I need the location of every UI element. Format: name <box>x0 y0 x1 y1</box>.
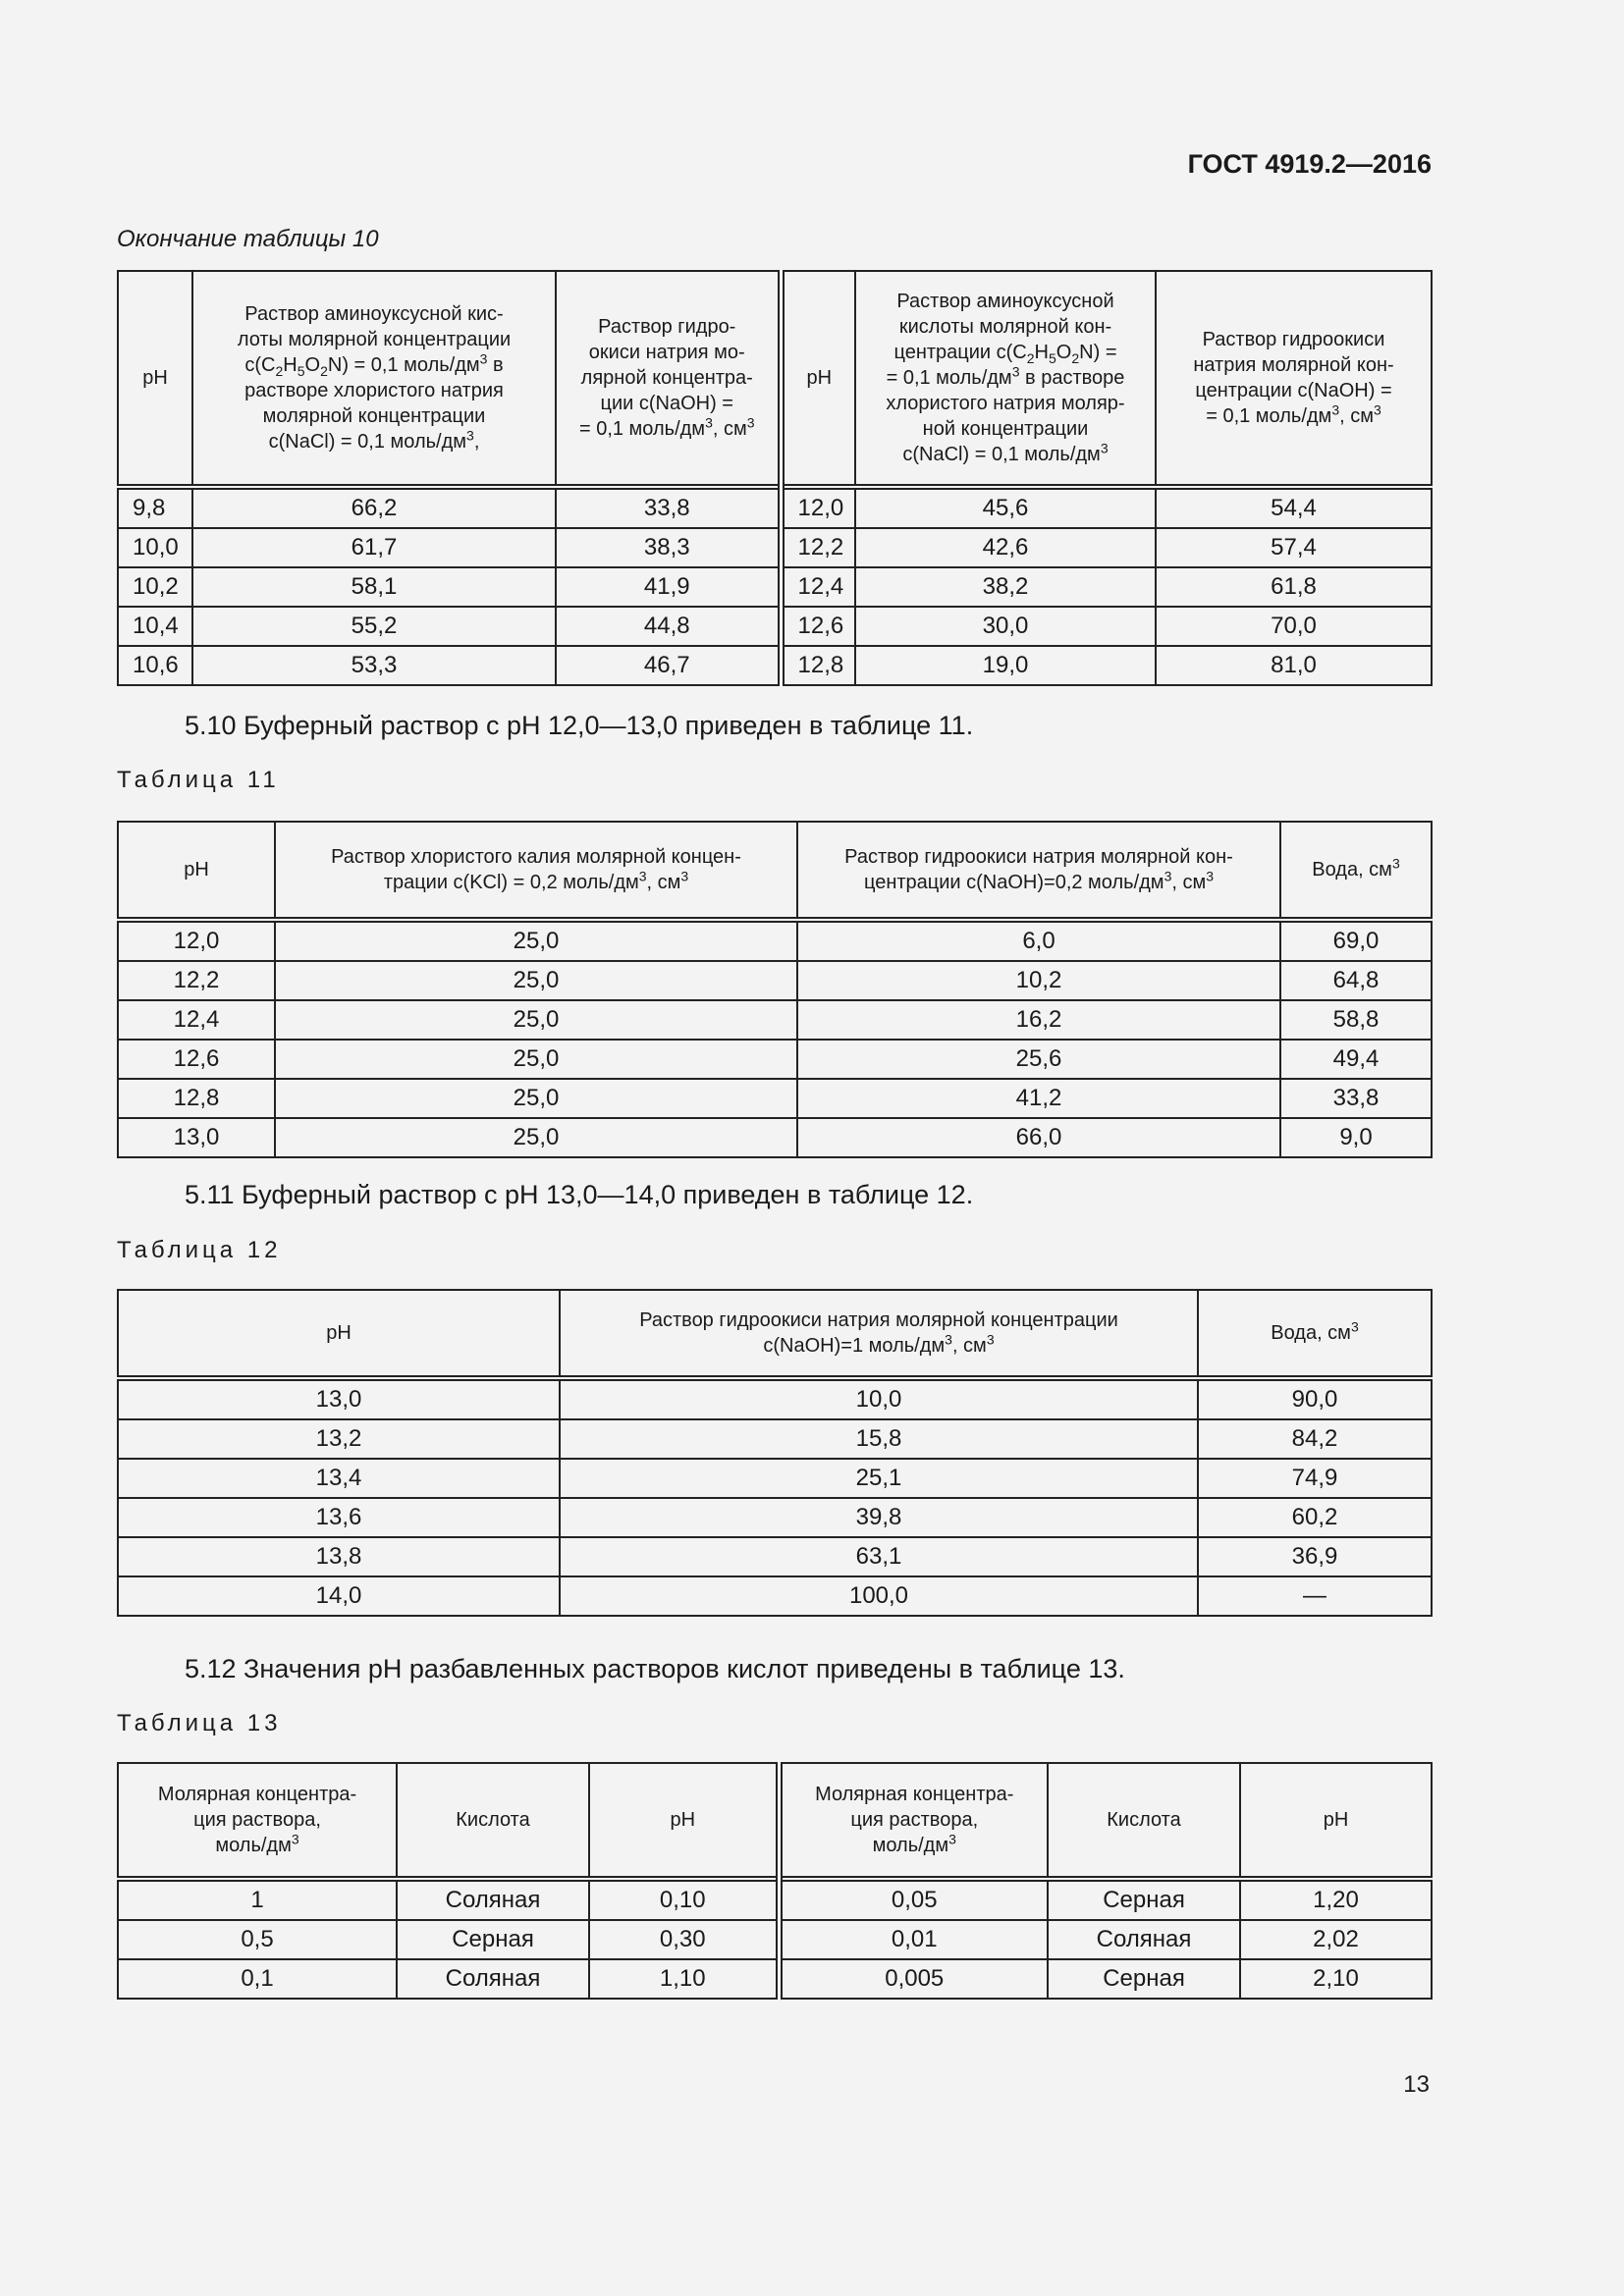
table-row: 13,8 63,1 36,9 <box>118 1537 1432 1576</box>
table-11 <box>117 821 1433 1158</box>
table-row: 1 Соляная 0,10 0,05 Серная 1,20 <box>118 1879 1432 1920</box>
t11-header-water: Вода, $см^3$ <box>1280 822 1432 920</box>
table-row: 12,2 25,0 10,2 64,8 <box>118 961 1432 1000</box>
table-row: 13,4 25,1 74,9 <box>118 1459 1432 1498</box>
table-row: 0,1 Соляная 1,10 0,005 Серная 2,10 <box>118 1959 1432 1999</box>
t12-header-water: Вода, $см^3$ <box>1198 1290 1432 1378</box>
t10-header-ph-2: pH <box>781 271 855 487</box>
table-row: 13,2 15,8 84,2 <box>118 1419 1432 1459</box>
paragraph-5-12: 5.12 Значения pH разбавленных растворов кислот приведены в таблице 13. <box>185 1654 1125 1683</box>
t12-header-naoh: Раствор гидроокиси натрия молярной концентрации с(NaOH)=1 моль/$дм^3$, $см^3$ <box>560 1290 1198 1378</box>
t10-header-ph: pH <box>118 271 192 487</box>
table-row: 12,8 25,0 41,2 33,8 <box>118 1079 1432 1118</box>
t13-header-concentration: Молярная концентра- ция раствора, моль/$дм^3$ <box>118 1763 397 1879</box>
t13-header-acid-2: Кислота <box>1048 1763 1240 1879</box>
paragraph-5-10: 5.10 Буферный раствор с pH 12,0—13,0 приведен в таблице 11. <box>185 711 974 740</box>
table-row: 10,4 55,2 44,8 12,6 30,0 70,0 <box>118 607 1432 646</box>
t13-header-ph-2: pH <box>1240 1763 1432 1879</box>
table-row: 13,0 10,0 90,0 <box>118 1378 1432 1419</box>
t13-header-ph: pH <box>589 1763 779 1879</box>
t10-header-glycine-2: Раствор аминоуксусной кислоты молярной кон- центрации $с(С_2Н_5О_2N)$ = = 0,1 моль/$дм^3$ в растворе хлористого натрия моляр- ной концентрации с(NaCl) = 0,1 моль/$дм^3$ <box>855 271 1156 487</box>
t10-header-naoh: Раствор гидро- окиси натрия мо- лярной концентра- ции с(NaOH) = = 0,1 моль/$дм^3$, $см^3$ <box>556 271 781 487</box>
t13-header-acid: Кислота <box>397 1763 589 1879</box>
table-row: 10,6 53,3 46,7 12,8 19,0 81,0 <box>118 646 1432 685</box>
table-row: 12,6 25,0 25,6 49,4 <box>118 1040 1432 1079</box>
table-row: 12,4 25,0 16,2 58,8 <box>118 1000 1432 1040</box>
table-row: 0,5 Серная 0,30 0,01 Соляная 2,02 <box>118 1920 1432 1959</box>
t12-header-ph: pH <box>118 1290 560 1378</box>
t11-header-ph: pH <box>118 822 275 920</box>
table-row: 13,0 25,0 66,0 9,0 <box>118 1118 1432 1157</box>
table-row: 13,6 39,8 60,2 <box>118 1498 1432 1537</box>
table11-caption: Таблица 11 <box>117 767 280 793</box>
table13-caption: Таблица 13 <box>117 1710 282 1736</box>
t13-header-concentration-2: Молярная концентра- ция раствора, моль/$дм^3$ <box>779 1763 1048 1879</box>
t10-header-glycine: Раствор аминоуксусной кис- лоты молярной концентрации $с(С_2Н_5О_2N) = 0,1$ моль/$дм^3$ в растворе хлористого натрия молярной концентрации с(NaCl) = 0,1 моль/$дм^3$, <box>192 271 556 487</box>
document-code: ГОСТ 4919.2—2016 <box>1187 149 1432 179</box>
table10-caption: Окончание таблицы 10 <box>117 226 379 252</box>
table-10 <box>117 270 1433 686</box>
page-number: 13 <box>1403 2071 1430 2098</box>
table-12 <box>117 1289 1433 1617</box>
t11-header-naoh: Раствор гидроокиси натрия молярной кон- центрации с(NaOH)=0,2 моль/$дм^3$, $см^3$ <box>797 822 1280 920</box>
table12-caption: Таблица 12 <box>117 1237 282 1263</box>
table-13 <box>117 1762 1433 2000</box>
table-row: 14,0 100,0 — <box>118 1576 1432 1616</box>
table-row: 12,0 25,0 6,0 69,0 <box>118 920 1432 961</box>
t10-header-naoh-2: Раствор гидроокиси натрия молярной кон- центрации с(NaOH) = = 0,1 моль/$дм^3$, $см^3$ <box>1156 271 1432 487</box>
t11-header-kcl: Раствор хлористого калия молярной концен- трации с(KCl) = 0,2 моль/$дм^3$, $см^3$ <box>275 822 797 920</box>
table-row: 10,0 61,7 38,3 12,2 42,6 57,4 <box>118 528 1432 567</box>
paragraph-5-11: 5.11 Буферный раствор с pH 13,0—14,0 приведен в таблице 12. <box>185 1180 974 1209</box>
table-row: 9,8 66,2 33,8 12,0 45,6 54,4 <box>118 487 1432 528</box>
table-row: 10,2 58,1 41,9 12,4 38,2 61,8 <box>118 567 1432 607</box>
